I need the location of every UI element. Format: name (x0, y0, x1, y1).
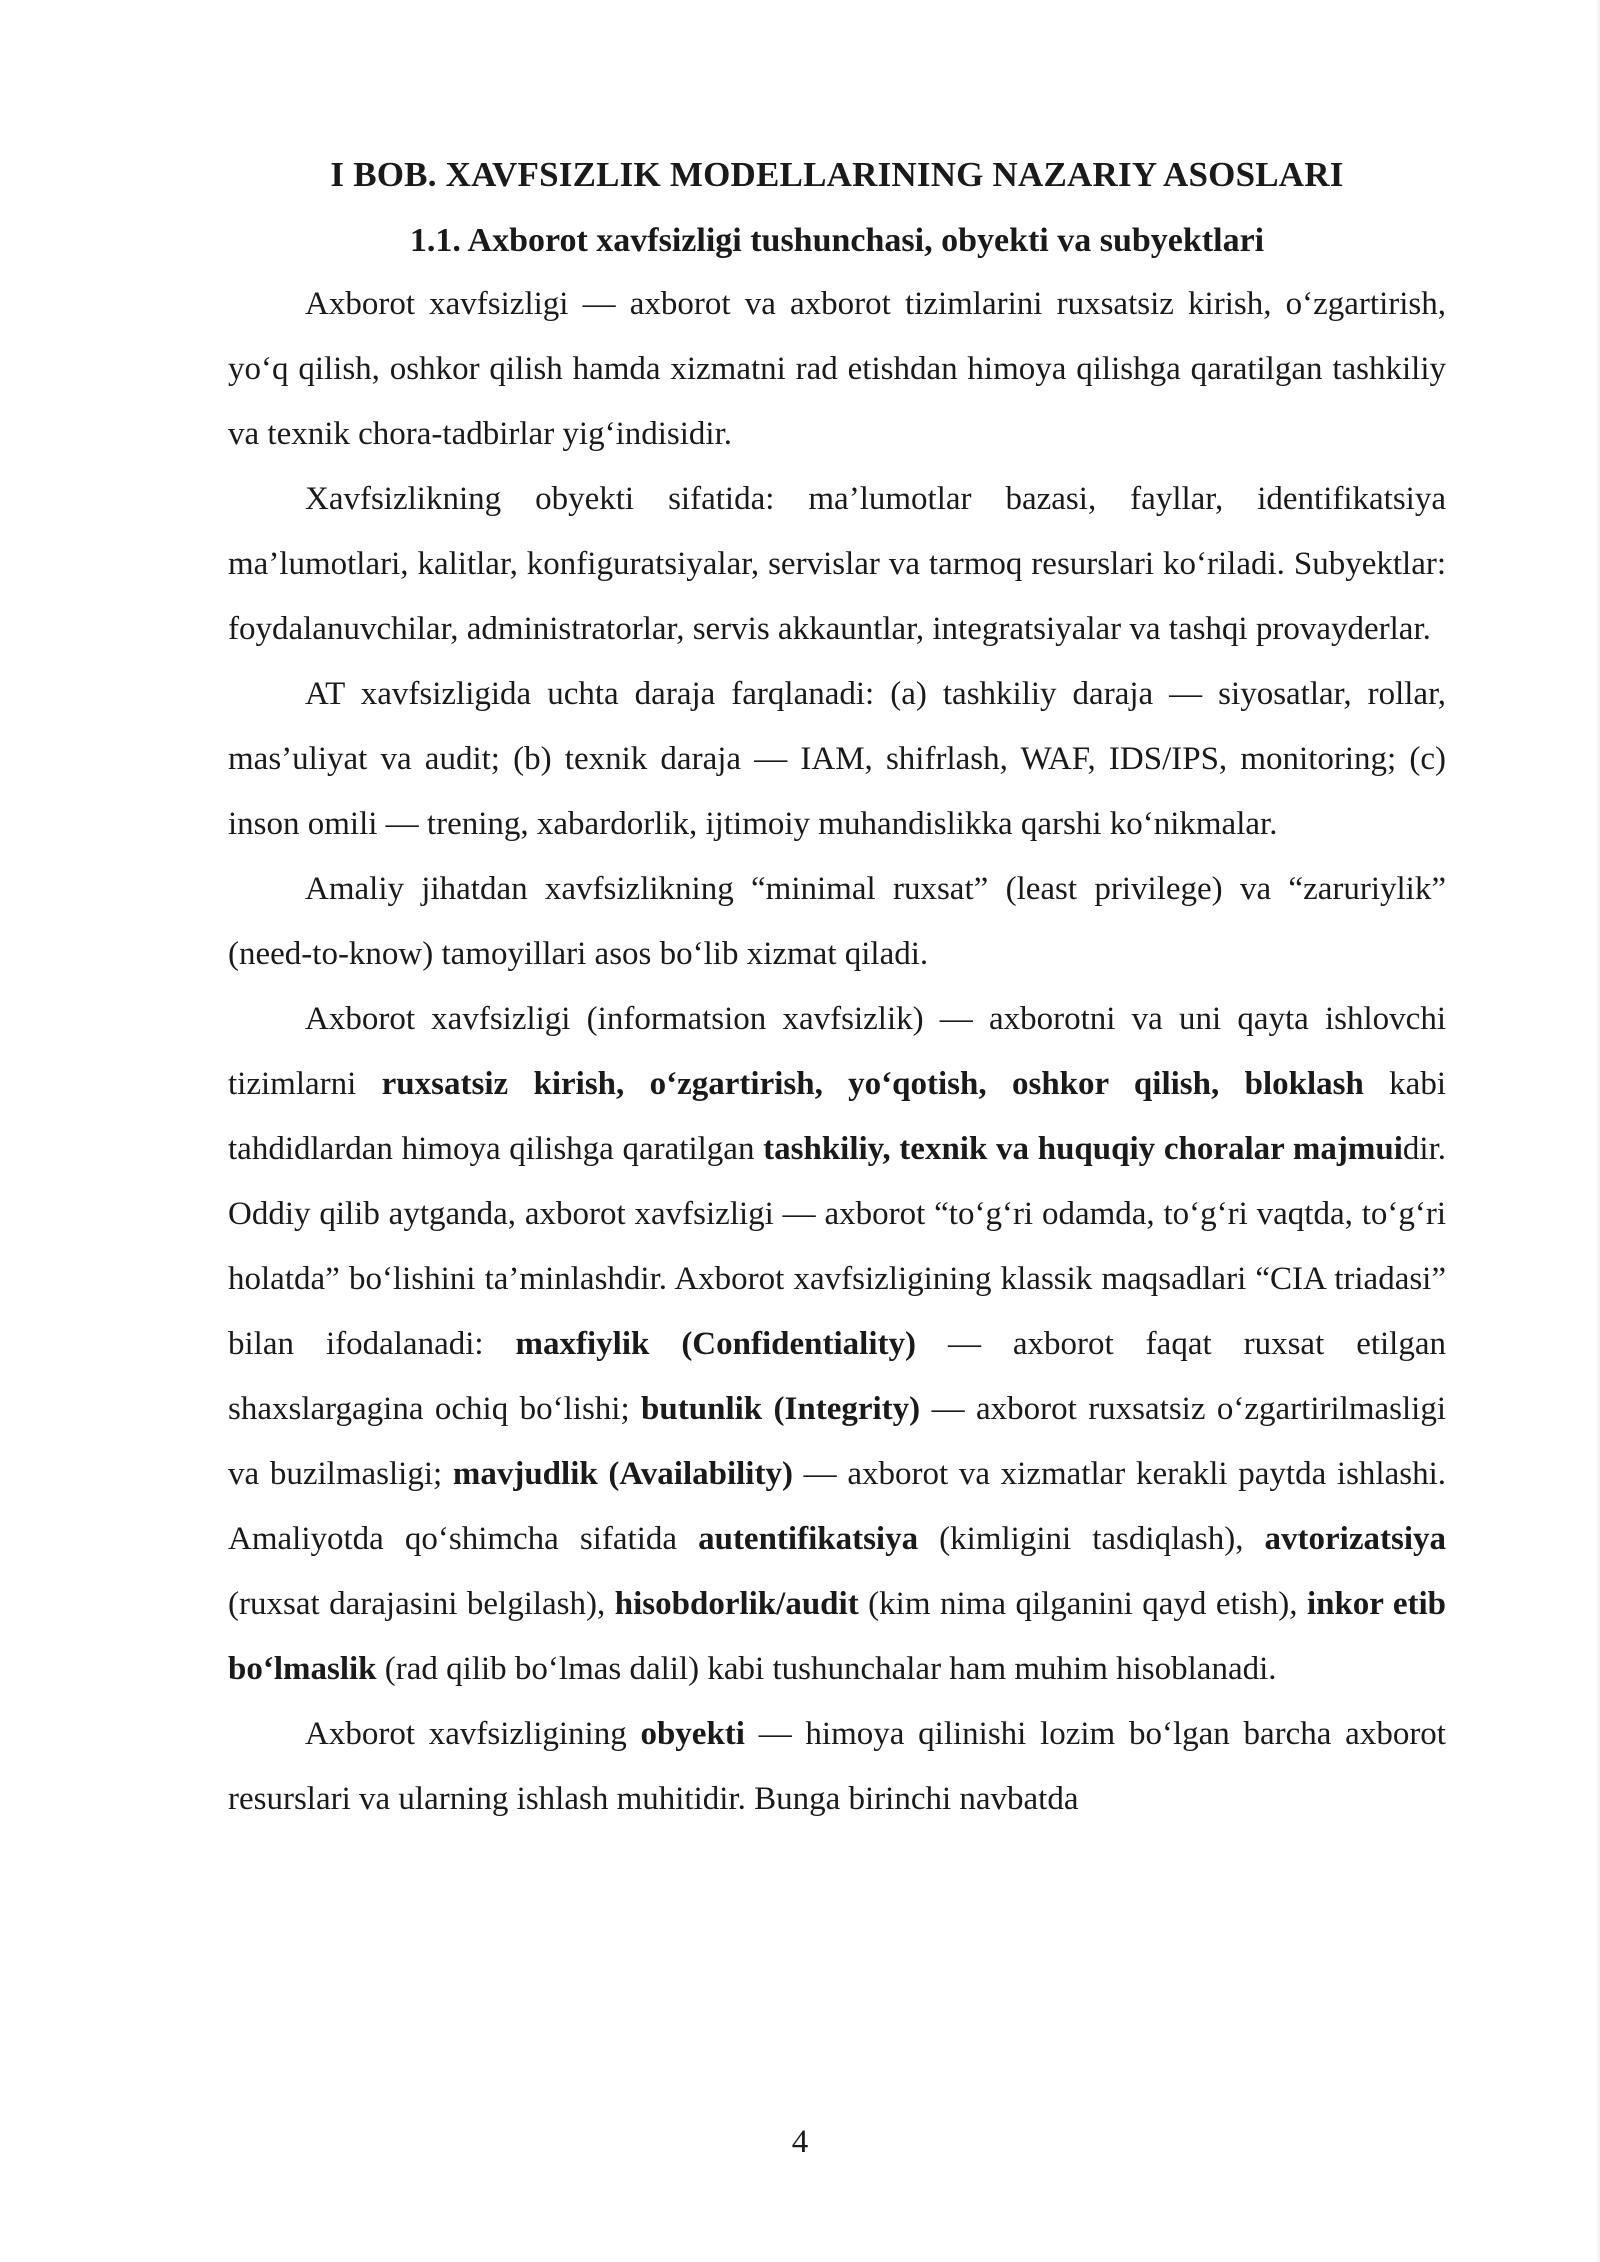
paragraph-cia-triad (228, 987, 1446, 1702)
text-run: (ruxsat darajasini belgilash), (228, 1586, 615, 1622)
paragraph-objects-subjects: Xavfsizlikning obyekti sifatida: ma’lumotlar bazasi, fayllar, identifikatsiya ma’lumotlari, kalitlar, konfiguratsiyalar, servislar va tarmoq resurslari ko‘riladi. Subyektlar: foydalanuvchilar, administratorlar, servis akkauntlar, integratsiyalar va tashqi provayderlar. (228, 481, 1446, 647)
text-run: — axborot va xizmatlar kerakli paytda ishlashi. Amaliyotda qo‘shimcha sifatida (228, 1456, 1446, 1557)
paragraph-security-levels: AT xavfsizligida uchta daraja farqlanadi: (a) tashkiliy daraja — siyosatlar, rollar, mas’uliyat va audit; (b) texnik daraja — IAM, shifrlash, WAF, IDS/IPS, monitoring; (c) inson omili — trening, xabardorlik, ijtimoiy muhandislikka qarshi ko‘nikmalar. (228, 676, 1446, 842)
bold-integrity: butunlik (Integrity) (641, 1391, 921, 1427)
bold-authentication: autentifikatsiya (698, 1521, 919, 1557)
paragraph-security-object (228, 1702, 1446, 1832)
text-run: (kim nima qilganini qayd etish), (858, 1586, 1307, 1622)
bold-object: obyekti (640, 1716, 745, 1752)
page-number: 4 (791, 2124, 809, 2160)
bold-threats: ruxsatsiz kirish, o‘zgartirish, yo‘qotish, oshkor qilish, bloklash (381, 1066, 1364, 1102)
page-content (228, 150, 1446, 1832)
section-title: 1.1. Axborot xavfsizligi tushunchasi, obyekti va subyektlari (409, 222, 1265, 259)
bold-non-repudiation: inkor etib bo‘lmaslik (228, 1586, 1447, 1687)
chapter-title: I BOB. XAVFSIZLIK MODELLARINING NAZARIY ASOSLARI (330, 155, 1344, 194)
text-run: (kimligini tasdiqlash), (918, 1521, 1265, 1557)
text-run: — axborot faqat ruxsat etilgan shaxslargagina ochiq bo‘lishi; (228, 1326, 1447, 1427)
page-edge-shadow (1596, 0, 1600, 2262)
bold-accountability: hisobdorlik/audit (614, 1586, 859, 1622)
bold-availability: mavjudlik (Availability) (452, 1456, 793, 1492)
paragraph-principles: Amaliy jihatdan xavfsizlikning “minimal ruxsat” (least privilege) va “zaruriylik” (need-to-know) tamoyillari asos bo‘lib xizmat qiladi. (228, 871, 1446, 972)
bold-confidentiality: maxfiylik (Confidentiality) (515, 1326, 916, 1362)
text-run: Axborot xavfsizligining (305, 1716, 641, 1752)
bold-measures: tashkiliy, texnik va huquqiy choralar majmui (763, 1131, 1403, 1167)
text-run: — himoya qilinishi lozim bo‘lgan barcha axborot resurslari va ularning ishlash muhitidir. Bunga birinchi navbatda (228, 1716, 1446, 1817)
paragraph-definition: Axborot xavfsizligi — axborot va axborot tizimlarini ruxsatsiz kirish, o‘zgartirish, yo‘q qilish, oshkor qilish hamda xizmatni rad etishdan himoya qilishga qaratilgan tashkiliy va texnik chora-tadbirlar yig‘indisidir. (228, 286, 1446, 452)
text-run: kabi tahdidlardan himoya qilishga qaratilgan (228, 1066, 1446, 1167)
text-run: dir. Oddiy qilib aytganda, axborot xavfsizligi — axborot “to‘g‘ri odamda, to‘g‘ri vaqtda, to‘g‘ri holatda” bo‘lishini ta’minlashdir. Axborot xavfsizligining klassik maqsadlari “CIA triadasi” bilan ifodalanadi: (228, 1131, 1446, 1362)
text-run: Axborot xavfsizligi (informatsion xavfsizlik) — axborotni va uni qayta ishlovchi tizimlarni (228, 1001, 1446, 1102)
text-run: (rad qilib bo‘lmas dalil) kabi tushunchalar ham muhim hisoblanadi. (376, 1651, 1277, 1687)
bold-authorization: avtorizatsiya (1264, 1521, 1446, 1557)
text-run: — axborot ruxsatsiz o‘zgartirilmasligi va buzilmasligi; (228, 1391, 1446, 1492)
